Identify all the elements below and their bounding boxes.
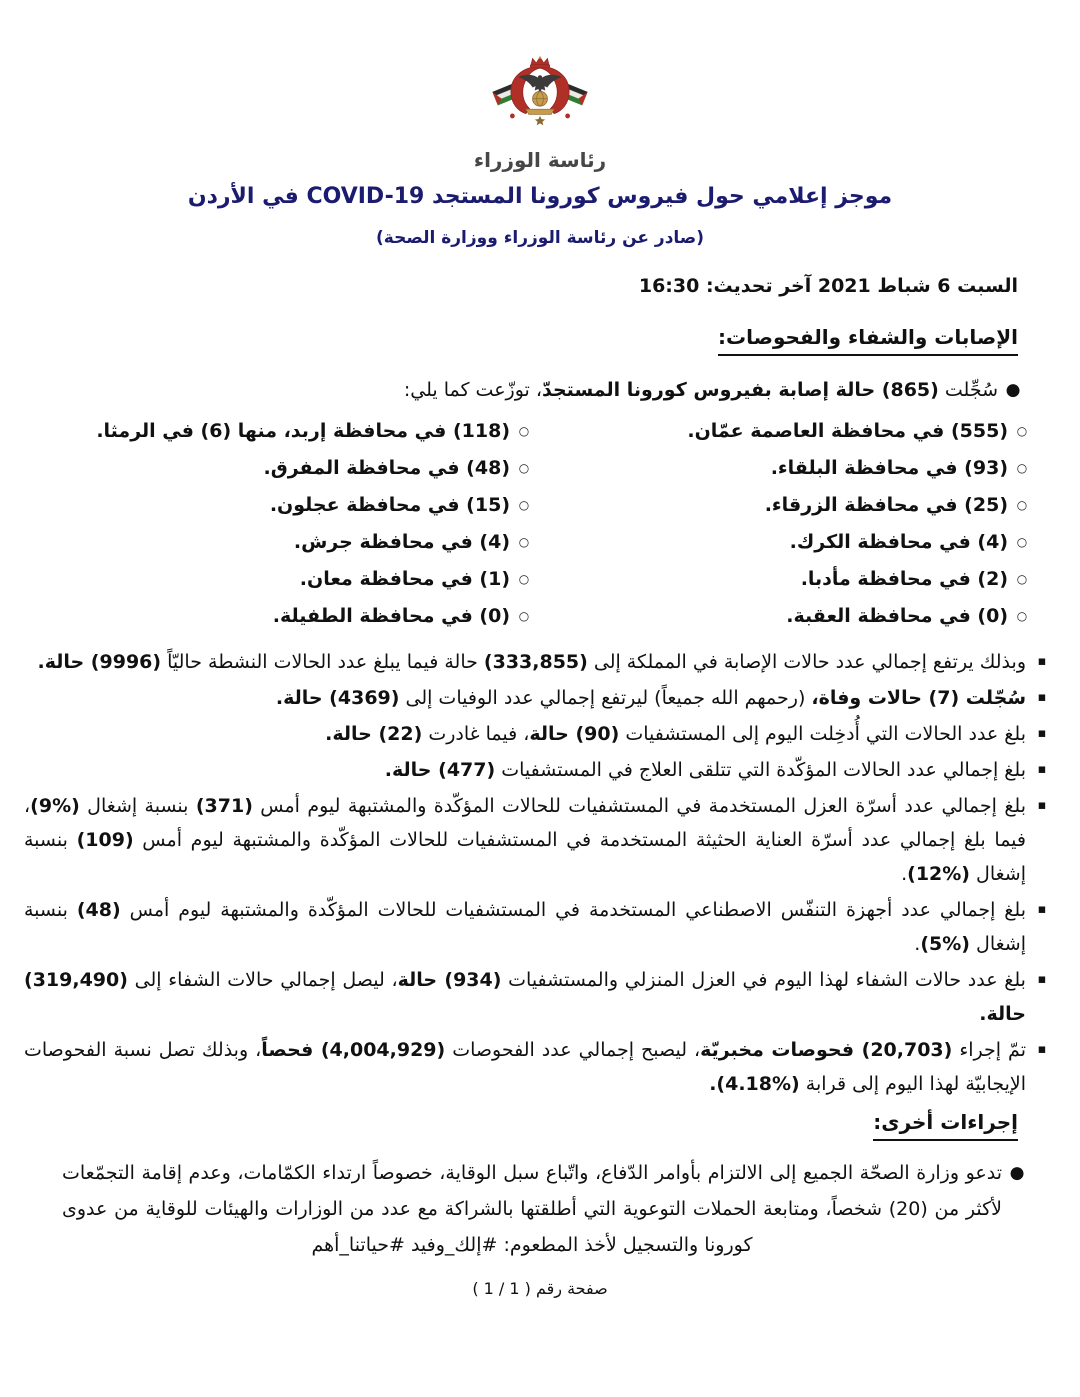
report-bullet-text: سُجّلت (7) حالات وفاة، (رحمهم الله جميعاً) ليرتفع إجمالي عدد الوفيات إلى (4369) حالة. (275, 687, 1026, 709)
logo-wrap (0, 56, 1080, 172)
intro-bullet-text: سُجِّلت (865) حالة إصابة بفيروس كورونا المستجدّ، توزّعت كما يلي: (403, 379, 998, 401)
report-bullet-text: وبذلك يرتفع إجمالي عدد حالات الإصابة في المملكة إلى (333,855) حالة فيما يبلغ عدد الحالات النشطة حاليّاً (9996) حالة. (37, 651, 1026, 673)
governorate-text: (4) في محافظة الكرك. (789, 531, 1008, 553)
circle-bullet-icon: ○ (1016, 535, 1028, 549)
circle-bullet-icon: ○ (518, 498, 530, 512)
governorate-item (40, 418, 538, 444)
other-procedures-text: تدعو وزارة الصحّة الجميع إلى الالتزام بأوامر الدّفاع، واتّباع سبل الوقاية، خصوصاً ارتداء الكمّامات، وعدم إقامة التجمّعات لأكثر من (20) شخصاً، ومتابعة الحملات التوعوية التي أطلقتها بالشراكة مع عدد من الوزارات والهيئات للوقاية من عدوى كورونا والتسجيل لأخذ المطعوم: #إلك_وفيد #حياتنا_أهم (62, 1162, 1002, 1256)
governorate-item (538, 455, 1036, 481)
report-bullet (24, 645, 1058, 679)
report-bullet-text: بلغ إجمالي عدد أجهزة التنفّس الاصطناعي المستخدمة في المستشفيات للحالات المؤكّدة والمشتبهة ليوم أمس (48) بنسبة إشغال (%5). (24, 899, 1026, 955)
intro-bullet (0, 374, 1080, 406)
footer-page-number: صفحة رقم ( 1 / 1 ) (472, 1279, 608, 1298)
eagle-icon (518, 75, 561, 94)
governorate-text: (0) في محافظة العقبة. (786, 605, 1008, 627)
report-bullet (24, 789, 1058, 891)
circle-bullet-icon: ○ (518, 461, 530, 475)
governorate-text: (0) في محافظة الطفيلة. (272, 605, 510, 627)
circle-bullet-icon: ○ (1016, 461, 1028, 475)
report-bullet (24, 1033, 1058, 1101)
logo-caption: رئاسة الوزراء (473, 148, 607, 172)
circle-bullet-icon: ○ (1016, 424, 1028, 438)
other-procedures-list (0, 1155, 1080, 1263)
document-subtitle: (صادر عن رئاسة الوزراء ووزارة الصحة) (376, 228, 704, 248)
base-ribbon-icon (526, 109, 554, 125)
square-bullet-icon: ▪ (1037, 902, 1047, 917)
report-bullet-text: بلغ عدد حالات الشفاء لهذا اليوم في العزل المنزلي والمستشفيات (934) حالة، ليصل إجمالي حالات الشفاء إلى (319,490) حالة. (24, 969, 1026, 1025)
circle-bullet-icon: ○ (1016, 498, 1028, 512)
square-bullet-icon: ▪ (1037, 972, 1047, 987)
governorate-text: (93) في محافظة البلقاء. (770, 457, 1008, 479)
section-heading-other: إجراءات أخرى: (0, 1107, 1080, 1141)
circle-bullet-icon: ○ (518, 535, 530, 549)
disc-bullet-icon: ● (1005, 380, 1021, 400)
report-bullet-text: تمّ إجراء (20,703) فحوصات مخبريّة، ليصبح إجمالي عدد الفحوصات (4,004,929) فحصاً، وبذلك تصل نسبة الفحوصات الإيجابيّة لهذا اليوم إلى قرابة (%4.18). (24, 1039, 1026, 1095)
jordan-coat-of-arms-icon (484, 56, 596, 146)
square-bullet-icon: ▪ (1037, 762, 1047, 777)
governorate-item (538, 492, 1036, 518)
governorate-item (40, 455, 538, 481)
report-bullet-text: بلغ إجمالي عدد الحالات المؤكّدة التي تتلقى العلاج في المستشفيات (477) حالة. (384, 759, 1026, 781)
governorate-item (538, 529, 1036, 555)
governorate-text: (25) في محافظة الزرقاء. (764, 494, 1008, 516)
governorate-item (40, 492, 538, 518)
square-bullet-icon: ▪ (1037, 798, 1047, 813)
square-bullet-icon: ▪ (1037, 726, 1047, 741)
governorate-item (538, 566, 1036, 592)
circle-bullet-icon: ○ (1016, 609, 1028, 623)
governorate-text: (4) في محافظة جرش. (293, 531, 510, 553)
governorate-item (40, 566, 538, 592)
governorate-text: (15) في محافظة عجلون. (269, 494, 510, 516)
governorate-list (0, 418, 1080, 629)
report-bullet (24, 893, 1058, 961)
square-bullet-icon: ▪ (1037, 1042, 1047, 1057)
governorate-text: (1) في محافظة معان. (299, 568, 510, 590)
disc-bullet-icon: ● (1009, 1163, 1025, 1183)
square-bullet-icon: ▪ (1037, 654, 1047, 669)
document-header (0, 56, 1080, 250)
report-bullet (24, 753, 1058, 787)
circle-bullet-icon: ○ (1016, 572, 1028, 586)
governorate-text: (2) في محافظة مأدبا. (800, 568, 1008, 590)
governorate-item (538, 418, 1036, 444)
report-bullet (24, 681, 1058, 715)
report-bullet-text: بلغ إجمالي عدد أسرّة العزل المستخدمة في المستشفيات للحالات المؤكّدة والمشتبهة ليوم أمس (371) بنسبة إشغال (%9)، فيما بلغ إجمالي عدد أسرّة العناية الحثيثة المستخدمة في المستشفيات للحالات المؤكّدة والمشتبهة ليوم أمس (109) بنسبة إشغال (%12). (24, 795, 1027, 885)
circle-bullet-icon: ○ (518, 572, 530, 586)
other-procedures-bullet (62, 1155, 1032, 1263)
governorate-item (40, 529, 538, 555)
circle-bullet-icon: ○ (518, 609, 530, 623)
section-heading-cases: الإصابات والشفاء والفحوصات: (0, 322, 1080, 356)
report-bullet-text: بلغ عدد الحالات التي أُدخِلت اليوم إلى المستشفيات (90) حالة، فيما غادرت (22) حالة. (325, 723, 1026, 745)
crown-icon (530, 56, 549, 67)
globe-icon (533, 91, 548, 106)
square-bullet-icon: ▪ (1037, 690, 1047, 705)
date-line: السبت 6 شباط 2021 آخر تحديث: 16:30 (638, 275, 1018, 297)
document-title: موجز إعلامي حول فيروس كورونا المستجد COVID-19 في الأردن (187, 184, 893, 209)
governorate-item (40, 603, 538, 629)
report-bullet (24, 963, 1058, 1031)
case-report-list (0, 645, 1080, 1101)
governorate-text: (555) في محافظة العاصمة عمّان. (687, 420, 1008, 442)
circle-bullet-icon: ○ (518, 424, 530, 438)
governorate-text: (48) في محافظة المفرق. (263, 457, 510, 479)
report-bullet (24, 717, 1058, 751)
governorate-text: (118) في محافظة إربد، منها (6) في الرمثا. (96, 420, 510, 442)
governorate-item (538, 603, 1036, 629)
